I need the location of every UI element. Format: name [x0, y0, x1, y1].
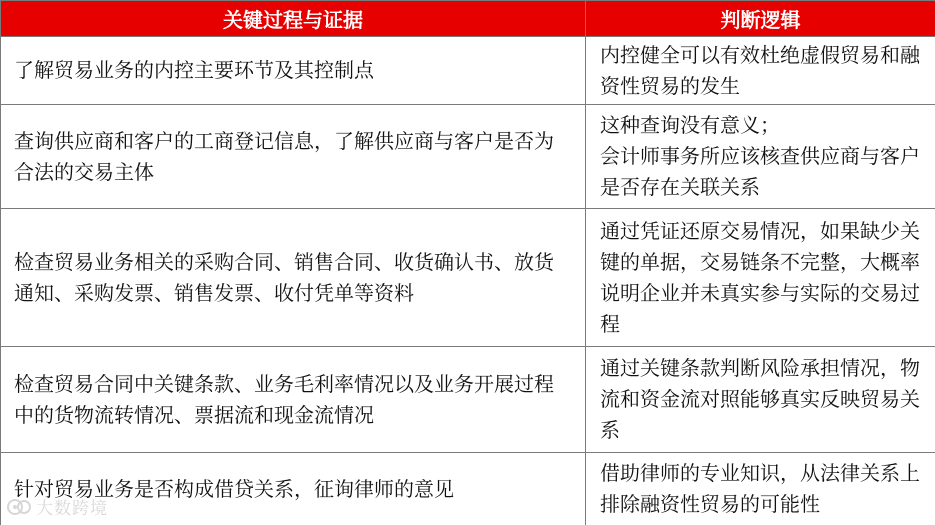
- logic-cell: 借助律师的专业知识，从法律关系上排除融资性贸易的可能性: [586, 453, 935, 525]
- table-header-row: [1, 1, 935, 37]
- table-row: [1, 453, 935, 525]
- process-cell: 检查贸易合同中关键条款、业务毛利率情况以及业务开展过程中的货物流转情况、票据流和现金流情况: [1, 347, 586, 453]
- logic-cell: [586, 105, 935, 209]
- logic-cell: 通过关键条款判断风险承担情况，物流和资金流对照能够真实反映贸易关系: [586, 347, 935, 453]
- logic-cell: 内控健全可以有效杜绝虚假贸易和融资性贸易的发生: [586, 37, 935, 105]
- table-row: [1, 37, 935, 105]
- watermark-text: 大数跨境: [36, 499, 108, 519]
- header-judgment-logic: 判断逻辑: [586, 1, 935, 37]
- process-cell: 查询供应商和客户的工商登记信息，了解供应商与客户是否为合法的交易主体: [1, 105, 586, 209]
- table-row: [1, 209, 935, 347]
- table-row: [1, 347, 935, 453]
- process-cell: 检查贸易业务相关的采购合同、销售合同、收货确认书、放货通知、采购发票、销售发票、收付凭单等资料: [1, 209, 586, 347]
- header-key-process: 关键过程与证据: [1, 1, 586, 37]
- logic-cell: 通过凭证还原交易情况，如果缺少关键的单据，交易链条不完整，大概率说明企业并未真实参与实际的交易过程: [586, 209, 935, 347]
- table-row: [1, 105, 935, 209]
- logic-line: 会计师事务所应该核查供应商与客户是否存在关联关系: [600, 144, 920, 199]
- logic-line: 这种查询没有意义；: [600, 113, 780, 137]
- process-cell: 了解贸易业务的内控主要环节及其控制点: [1, 37, 586, 105]
- process-cell: 针对贸易业务是否构成借贷关系，征询律师的意见: [1, 453, 586, 525]
